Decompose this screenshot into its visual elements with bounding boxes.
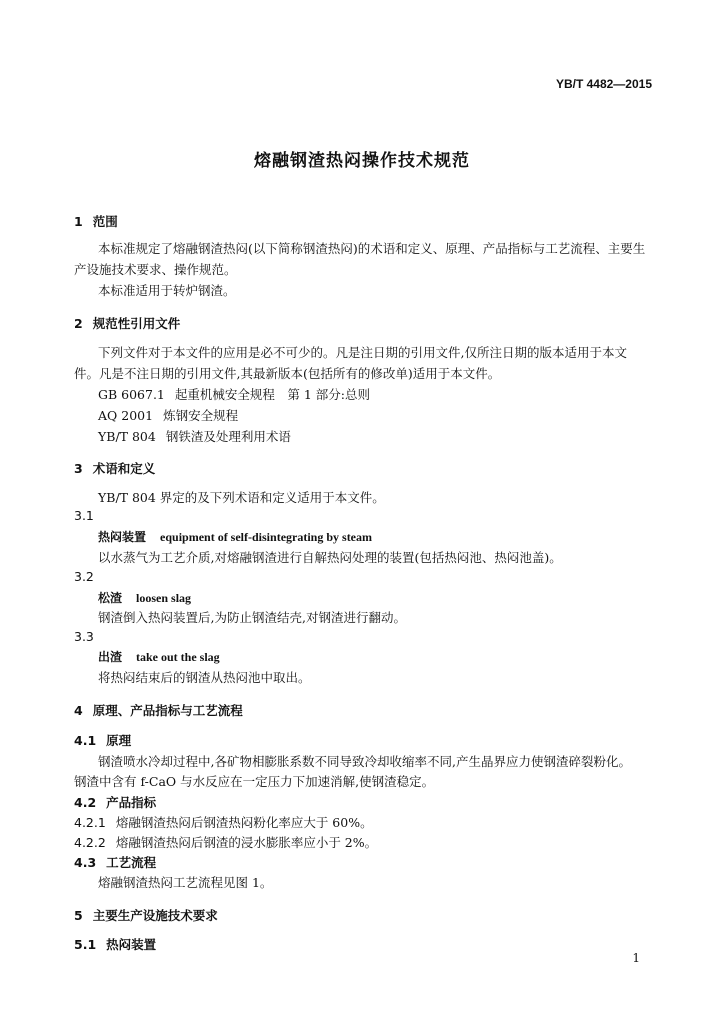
section-2-paragraph-line-2: 件。凡是不注日期的引用文件,其最新版本(包括所有的修改单)适用于本文件。 xyxy=(74,366,501,381)
term-chinese: 热闷装置 xyxy=(98,530,147,544)
section-4-title: 原理、产品指标与工艺流程 xyxy=(92,703,243,718)
reference-item xyxy=(98,406,238,424)
indicator-text: 熔融钢渣热闷后钢渣的浸水膨胀率应小于 2%。 xyxy=(115,835,378,850)
term-heading xyxy=(98,528,372,545)
subsection-number: 4.3 xyxy=(74,855,97,870)
standard-number: YB/T 4482—2015 xyxy=(555,77,652,91)
subsection-5-1-heading xyxy=(74,935,156,953)
indicator-item xyxy=(74,833,377,851)
section-3-title: 术语和定义 xyxy=(92,461,156,476)
term-chinese: 出渣 xyxy=(98,650,123,664)
term-definition: 钢渣倒入热闷装置后,为防止钢渣结壳,对钢渣进行翻动。 xyxy=(98,610,406,625)
section-3-intro: YB/T 804 界定的及下列术语和定义适用于本文件。 xyxy=(98,490,385,505)
reference-code: GB 6067.1 xyxy=(98,387,165,402)
term-definition: 以水蒸气为工艺介质,对熔融钢渣进行自解热闷处理的装置(包括热闷池、热闷池盖)。 xyxy=(98,550,562,565)
section-1-paragraph-2: 本标准适用于转炉钢渣。 xyxy=(98,283,236,298)
term-heading xyxy=(98,648,220,665)
subsection-number: 5.1 xyxy=(74,937,97,952)
indicator-number: 4.2.1 xyxy=(74,815,106,830)
section-1-heading xyxy=(74,212,118,230)
subsection-4-1-heading xyxy=(74,731,131,749)
reference-name: 炼钢安全规程 xyxy=(163,408,239,423)
subsection-number: 4.2 xyxy=(74,795,97,810)
section-2-number: 2 xyxy=(74,316,83,331)
section-3-number: 3 xyxy=(74,461,83,476)
subsection-4-1-line-1: 钢渣喷水冷却过程中,各矿物相膨胀系数不同导致冷却收缩率不同,产生晶界应力使钢渣碎裂粉化。 xyxy=(98,754,631,769)
subsection-4-1-line-2: 钢渣中含有 f-CaO 与水反应在一定压力下加速消解,使钢渣稳定。 xyxy=(74,774,435,789)
subsection-4-2-heading xyxy=(74,793,156,811)
section-1-paragraph-1-line-2: 产设施技术要求、操作规范。 xyxy=(74,262,237,277)
subsection-title: 工艺流程 xyxy=(106,855,157,870)
reference-item xyxy=(98,385,370,403)
term-definition: 将热闷结束后的钢渣从热闷池中取出。 xyxy=(98,670,311,685)
section-1-number: 1 xyxy=(74,214,83,229)
section-5-number: 5 xyxy=(74,908,83,923)
section-5-title: 主要生产设施技术要求 xyxy=(92,908,218,923)
term-chinese: 松渣 xyxy=(98,591,123,605)
term-english: loosen slag xyxy=(136,591,192,605)
term-english: equipment of self-disintegrating by steam xyxy=(160,530,373,544)
subsection-4-3-paragraph: 熔融钢渣热闷工艺流程见图 1。 xyxy=(98,875,273,890)
subsection-title: 原理 xyxy=(106,733,132,748)
term-number: 3.1 xyxy=(74,508,94,523)
section-5-heading xyxy=(74,906,218,924)
section-1-paragraph-1-line-1: 本标准规定了熔融钢渣热闷(以下简称钢渣热闷)的术语和定义、原理、产品指标与工艺流程、主要生 xyxy=(98,241,646,256)
term-heading xyxy=(98,589,191,606)
subsection-number: 4.1 xyxy=(74,733,97,748)
indicator-text: 熔融钢渣热闷后钢渣热闷粉化率应大于 60%。 xyxy=(115,815,373,830)
section-3-heading xyxy=(74,459,155,477)
section-2-title: 规范性引用文件 xyxy=(92,316,181,331)
reference-code: AQ 2001 xyxy=(98,408,154,423)
term-english: take out the slag xyxy=(136,650,220,664)
reference-code: YB/T 804 xyxy=(98,429,156,444)
document-title: 熔融钢渣热闷操作技术规范 xyxy=(254,151,470,171)
section-4-number: 4 xyxy=(74,703,83,718)
term-number: 3.3 xyxy=(74,629,94,644)
page-number: 1 xyxy=(632,951,640,965)
reference-name: 起重机械安全规程 第 1 部分:总则 xyxy=(174,387,371,402)
reference-item xyxy=(98,427,291,445)
section-2-paragraph-line-1: 下列文件对于本文件的应用是必不可少的。凡是注日期的引用文件,仅所注日期的版本适用于本文 xyxy=(98,345,627,360)
term-number: 3.2 xyxy=(74,569,94,584)
subsection-4-3-heading xyxy=(74,853,156,871)
indicator-item xyxy=(74,813,373,831)
reference-name: 钢铁渣及处理利用术语 xyxy=(165,429,291,444)
subsection-title: 热闷装置 xyxy=(106,937,157,952)
indicator-number: 4.2.2 xyxy=(74,835,106,850)
section-2-heading xyxy=(74,314,180,332)
section-1-title: 范围 xyxy=(92,214,118,229)
section-4-heading xyxy=(74,701,243,719)
subsection-title: 产品指标 xyxy=(106,795,157,810)
